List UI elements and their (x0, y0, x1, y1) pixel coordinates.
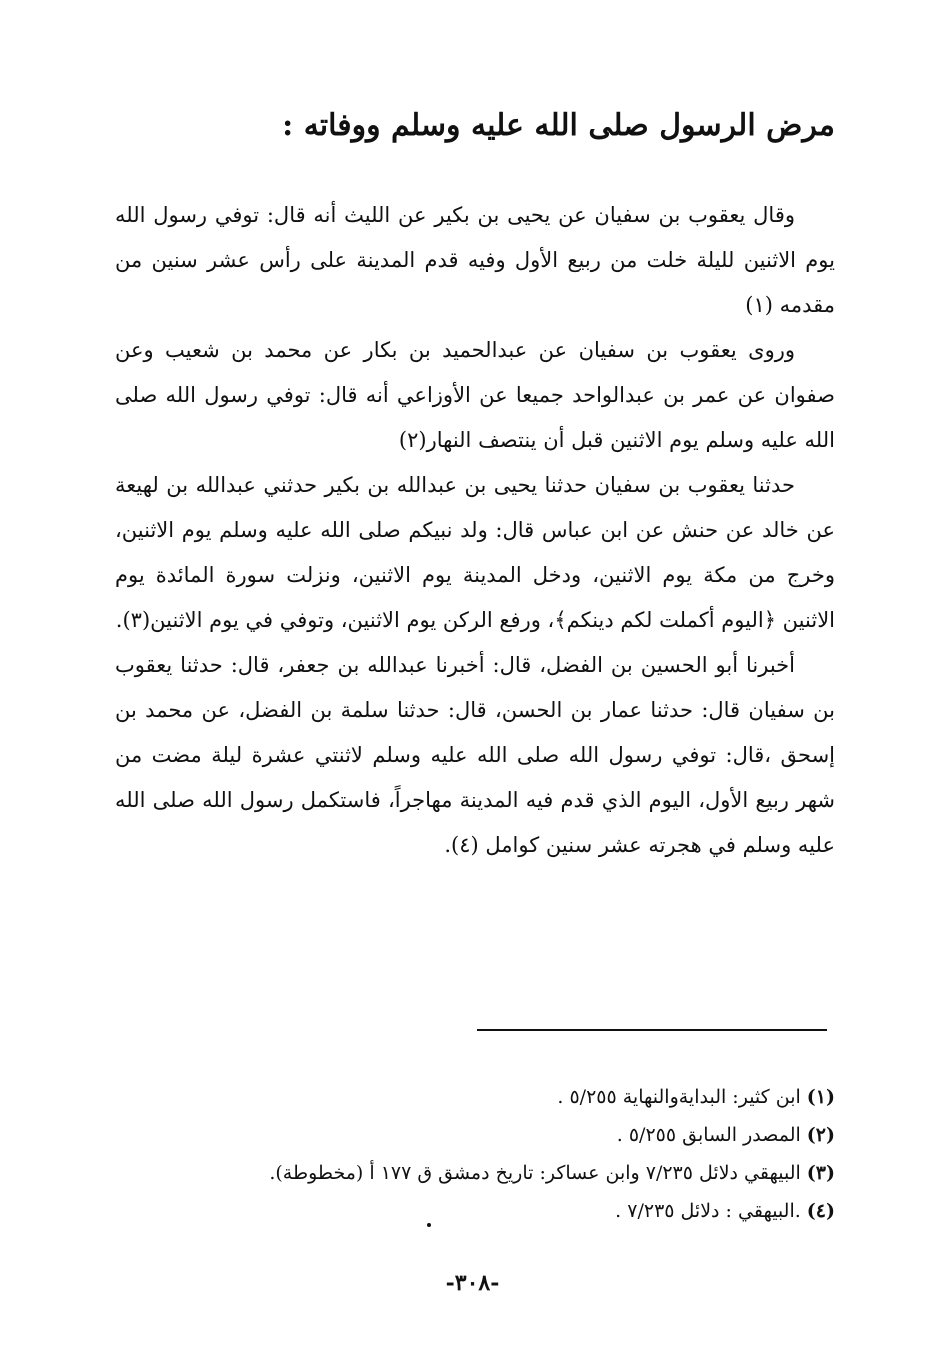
footnote-divider (477, 1029, 827, 1031)
paragraph: حدثنا يعقوب بن سفيان حدثنا يحيى بن عبدالله بن بكير حدثني عبدالله بن لهيعة عن خالد عن حنش عن ابن عباس قال: ولد نبيكم صلى الله عليه وسلم يوم الاثنين، وخرج من مكة يوم الاثنين، ودخل المدينة يوم الاثنين، ونزلت سورة المائدة يوم الاثنين ﴿اليوم أكملت لكم دينكم﴾، ورفع الركن يوم الاثنين، وتوفي في يوم الاثنين(٣). (115, 473, 835, 632)
body-text (115, 193, 835, 868)
footnote-text: .البيهقي : دلائل ٧/٢٣٥ . (615, 1200, 801, 1222)
footnote-number: (٣) (806, 1162, 835, 1184)
chapter-heading: مرض الرسول صلى الله عليه وسلم ووفاته : (282, 108, 835, 143)
footnote-item (115, 1078, 835, 1116)
footnote-text: المصدر السابق ٥/٢٥٥ . (616, 1124, 801, 1146)
footnote-text: ابن كثير: البدايةوالنهاية ٥/٢٥٥ . (557, 1086, 801, 1108)
page-number: -٣٠٨- (445, 1270, 500, 1296)
footnote-number: (١) (806, 1086, 835, 1108)
footnote-text: البيهقي دلائل ٧/٢٣٥ وابن عساكر: تاريخ دمشق ق ١٧٧ أ (مخطوطة). (269, 1162, 801, 1184)
paragraph: وقال يعقوب بن سفيان عن يحيى بن بكير عن الليث أنه قال: توفي رسول الله يوم الاثنين لليلة خلت من ربيع الأول وفيه قدم المدينة على رأس عشر سنين من مقدمه (١) (115, 203, 835, 317)
footnote-item (115, 1116, 835, 1154)
footnotes (115, 1078, 835, 1230)
paragraph: وروى يعقوب بن سفيان عن عبدالحميد بن بكار عن محمد بن شعيب وعن صفوان عن عمر بن عبدالواحد جميعا عن الأوزاعي أنه قال: توفي رسول الله صلى الله عليه وسلم يوم الاثنين قبل أن ينتصف النهار(٢) (115, 338, 835, 452)
footnote-number: (٢) (806, 1124, 835, 1146)
footnote-item (115, 1192, 835, 1230)
footnote-item (115, 1154, 835, 1192)
stray-mark (427, 1223, 431, 1227)
footnote-number: (٤) (806, 1200, 835, 1222)
paragraph: أخبرنا أبو الحسين بن الفضل، قال: أخبرنا عبدالله بن جعفر، قال: حدثنا يعقوب بن سفيان قال: حدثنا عمار بن الحسن، قال: حدثنا سلمة بن الفضل، عن محمد بن إسحق ،قال: توفي رسول الله صلى الله عليه وسلم لاثنتي عشرة ليلة مضت من شهر ربيع الأول، اليوم الذي قدم فيه المدينة مهاجراً، فاستكمل رسول الله صلى الله عليه وسلم في هجرته عشر سنين كوامل (٤). (115, 653, 835, 857)
